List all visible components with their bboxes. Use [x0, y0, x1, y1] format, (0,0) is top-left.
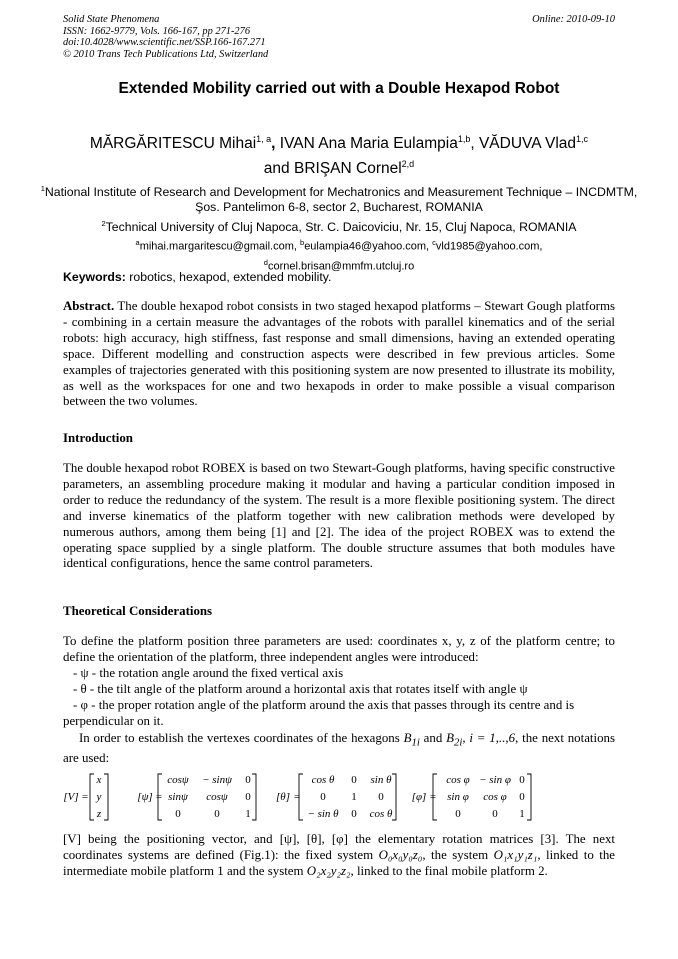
author-and: and: [263, 160, 290, 178]
abstract: [63, 299, 615, 410]
coordinate-system-0: O₀x₀y₀z₀: [378, 847, 423, 862]
phi-matrix-cell: cos φ: [446, 774, 470, 786]
theory-paragraph-1: To define the platform position three parameters are used: coordinates x, y, z of the platform centre; to define the orientation of the platform, three independent angles were introduced:: [63, 634, 615, 664]
abstract-label: Abstract.: [63, 299, 115, 313]
author-affil-sup: 1,c: [576, 134, 589, 144]
theta-matrix-cell: 0: [351, 774, 357, 786]
theta-matrix-cell: cos θ: [369, 808, 393, 820]
phi-matrix-cell: sin φ: [447, 791, 469, 803]
section-heading-theory: Theoretical Considerations: [63, 604, 213, 618]
theta-matrix-label: [θ]: [276, 791, 290, 803]
phi-matrix-cell: 0: [492, 808, 498, 820]
keywords-label: Keywords:: [63, 270, 126, 284]
theta-matrix-cell: cos θ: [311, 774, 335, 786]
email-list: $^a$mihai.margaritescu@gmail.com, $^b$eulampia46@yahoo.com, $^c$vld1985@yahoo.com, $^d$cornel.brisan@mmfm.utcluj.ro: [135, 238, 543, 273]
keywords-text: robotics, hexapod, extended mobility.: [125, 270, 332, 284]
list-item: - θ - the tilt angle of the platform around a horizontal axis that rotates itself with angle ψ: [73, 681, 528, 696]
author-affil-sup: 2,d: [401, 159, 415, 170]
phi-matrix-cell: − sin φ: [479, 774, 511, 786]
angle-definition-list: [63, 666, 615, 730]
psi-matrix-cell: − sinψ: [202, 774, 232, 786]
doi-line: doi:10.4028/www.scientific.net/SSP.166-167.271: [63, 37, 266, 49]
author-affil-sup: 1,b: [457, 134, 471, 144]
psi-matrix-cell: cosψ: [206, 791, 228, 803]
author-list: MĂRGĂRITESCU Mihai$^{1, a}$, IVAN Ana Maria Eulampia$^{1,b}$, VĂDUVA Vlad$^{1,c}$ and BRIŞAN Cornel$^{2,d}$: [89, 134, 589, 178]
position-vector-cell: y: [96, 791, 102, 803]
theta-matrix-cell: sin θ: [370, 774, 392, 786]
psi-matrix-cell: 0: [245, 774, 251, 786]
affiliation-1: $^1$National Institute of Research and Development for Mechatronics and Measurement Technique – INCDMTM, Şos. Pantelimon 6-8, sector 2, Bucharest, ROMANIA: [40, 184, 638, 215]
author-name: IVAN Ana Maria Eulampia: [279, 135, 458, 153]
phi-matrix-cell: 0: [519, 774, 525, 786]
rotation-matrix-equations: [63, 769, 623, 825]
phi-matrix-cell: 1: [519, 808, 525, 820]
psi-matrix-cell: 0: [175, 808, 181, 820]
list-item: - φ - the proper rotation angle of the platform around the axis that passes through its centre and is perpendicular on it.: [63, 697, 575, 728]
phi-matrix-cell: 0: [519, 791, 525, 803]
psi-matrix-cell: sinψ: [168, 791, 188, 803]
theta-matrix-cell: 0: [378, 791, 384, 803]
theta-matrix-cell: 0: [320, 791, 326, 803]
position-vector-cell: x: [96, 774, 102, 786]
online-date: Online: 2010-09-10: [532, 14, 615, 25]
email-link[interactable]: eulampia46@yahoo.com,: [304, 240, 433, 253]
affiliations: [40, 181, 638, 275]
keywords: [63, 270, 615, 284]
introduction-text: The double hexapod robot ROBEX is based on two Stewart-Gough platforms, having specific constructive parameters, an assembling procedure making it modular and having a particular condition imposed in order to reduce the redundancy of the system. The result is a more flexible positioning system. The direct and inverse kinematics of the platform together with new calibration methods were developed by numerous authors, among them being [1] and [2]. The idea of the project ROBEX was to extend the operating space supplied by a single platform. The double structure assumes that both modules have identical configurations, hence the same control parameters.: [63, 461, 615, 571]
abstract-text: The double hexapod robot consists in two staged hexapod platforms – Stewart Gough platforms - combining in a certain measure the advantages of the robots with parallel kinematics and of the serial robots: high accuracy, high stiffness, fast response and small dimensions, having an extended operating space. Different modelling and construction aspects were described in few previous articles. Some examples of trajectories generated with this positioning system are now presented to illustrate its mobility, as well as the workspaces for one and two hexapods in order to make possible a visual comparison between the two volumes.: [63, 299, 615, 409]
author-name: VĂDUVA Vlad: [478, 135, 577, 153]
author-name: BRIŞAN Cornel: [293, 160, 402, 178]
psi-matrix-cell: 0: [214, 808, 220, 820]
matrix-bracket: [527, 774, 531, 820]
theory-paragraph-2: In order to establish the vertexes coordinates of the hexagons $B_{1i}$ and $B_{2i}$, i = 1,..,6, the next notations are used:: [63, 731, 615, 766]
coordinate-system-1: O₁x₁y₁z₁: [493, 847, 538, 862]
email-link[interactable]: cornel.brisan@mmfm.utcluj.ro: [267, 260, 415, 273]
paper-title: Extended Mobility carried out with a Double Hexapod Robot: [118, 80, 560, 97]
psi-matrix-cell: 1: [245, 808, 251, 820]
psi-matrix-cell: cosψ: [167, 774, 189, 786]
list-item: - ψ - the rotation angle around the fixed vertical axis: [73, 666, 344, 680]
phi-matrix-cell: cos φ: [483, 791, 507, 803]
journal-name: Solid State Phenomena: [63, 14, 160, 25]
phi-matrix-equals: =: [429, 791, 437, 803]
psi-matrix-cell: 0: [245, 791, 251, 803]
theta-matrix-cell: 1: [351, 791, 357, 803]
issn-line: ISSN: 1662-9779, Vols. 166-167, pp 271-276: [63, 25, 251, 37]
theta-matrix-cell: 0: [351, 808, 357, 820]
phi-matrix-cell: 0: [455, 808, 461, 820]
psi-matrix-equals: =: [155, 791, 163, 803]
matrix-bracket: [252, 774, 256, 820]
theta-matrix-equals: =: [293, 791, 301, 803]
position-vector-equals: =: [81, 791, 89, 803]
position-vector-label: [V]: [63, 791, 79, 803]
coordinate-system-2: O₂x₂y₂z₂: [306, 863, 351, 878]
psi-matrix-label: [ψ]: [137, 791, 153, 803]
phi-matrix-label: [φ]: [411, 791, 427, 803]
matrix-bracket: [392, 774, 396, 820]
author-name: MĂRGĂRITESCU Mihai: [89, 135, 257, 153]
matrix-bracket: [104, 774, 108, 820]
theta-matrix-cell: − sin θ: [307, 808, 339, 820]
section-heading-introduction: Introduction: [63, 431, 133, 445]
matrix-bracket: [90, 774, 94, 820]
position-vector-cell: z: [96, 808, 102, 820]
affiliation-2: $^2$Technical University of Cluj Napoca, Str. C. Daicoviciu, Nr. 15, Cluj Napoca, ROMANIA: [101, 218, 577, 234]
copyright-line: © 2010 Trans Tech Publications Ltd, Switzerland: [63, 48, 269, 60]
journal-header: [63, 14, 268, 60]
email-link[interactable]: vld1985@yahoo.com,: [435, 240, 543, 253]
theory-paragraph-3: [V] being the positioning vector, and [ψ], [θ], [φ] the elementary rotation matrices [3]. The next coordinates systems are defined (Fig.1): the fixed system O₀x₀y₀z₀, the system O₁x₁y₁z₁, linked to the intermediate mobile platform 1 and the system O₂x₂y₂z₂, linked to the final mobile platform 2.: [63, 832, 616, 878]
author-affil-sup: 1, a: [256, 134, 272, 144]
email-link[interactable]: mihai.margaritescu@gmail.com,: [139, 240, 301, 253]
